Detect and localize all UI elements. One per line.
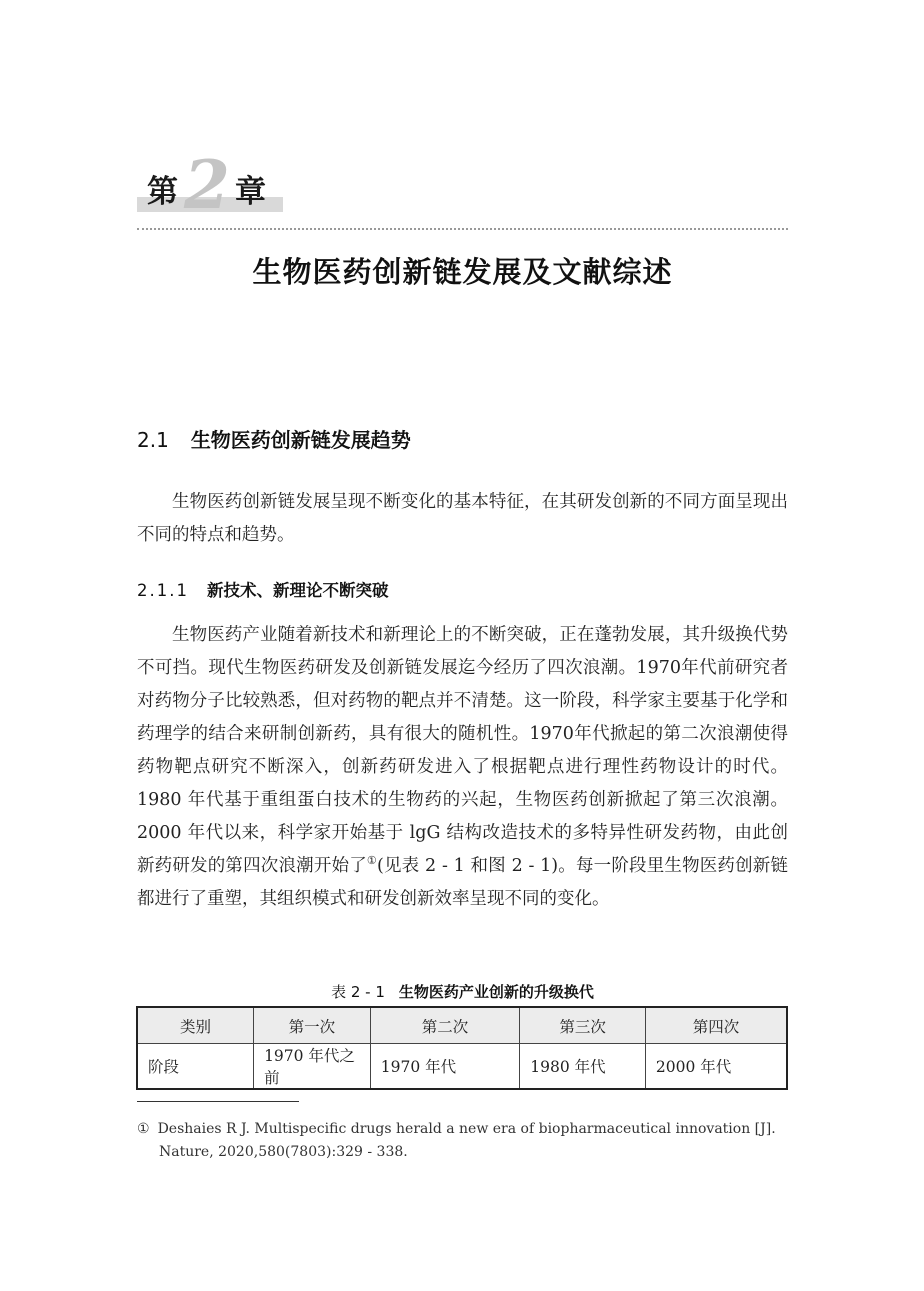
chapter-number: 2 — [184, 146, 230, 224]
table-header-cell: 第四次 — [645, 1007, 787, 1044]
section-intro-paragraph: 生物医药创新链发展呈现不断变化的基本特征，在其研发创新的不同方面呈现出不同的特点和趋势。 — [137, 492, 788, 545]
chapter-prefix: 第 — [147, 174, 178, 210]
footnote-divider — [137, 1101, 299, 1102]
innovation-table — [136, 1006, 788, 1090]
footnote-line-2: Nature, 2020,580(7803):329 - 338. — [159, 1144, 408, 1160]
footnote — [137, 1118, 788, 1164]
chapter-label — [137, 146, 287, 224]
table-caption-title: 生物医药产业创新的升级换代 — [398, 983, 594, 1001]
table-header-cell: 第三次 — [520, 1007, 646, 1044]
section-heading — [137, 424, 411, 453]
table-cell: 1970 年代 — [370, 1044, 520, 1090]
table-caption — [137, 981, 788, 1002]
table-header-cell: 第二次 — [370, 1007, 520, 1044]
section-number: 2.1 — [137, 428, 169, 452]
body-text-part-2: (见表 2 - 1 和图 2 - 1)。每一阶段里生物医药创新链都进行了重塑，其组织模式和研发创新效率呈现不同的变化。 — [137, 856, 788, 909]
table-cell: 1980 年代 — [520, 1044, 646, 1090]
footnote-mark: ① — [137, 1121, 150, 1137]
footnote-reference[interactable]: ① — [366, 854, 377, 867]
footnote-line-1 — [137, 1118, 788, 1141]
body-text-part-1: 生物医药产业随着新技术和新理论上的不断突破，正在蓬勃发展，其升级换代势不可挡。现代生物医药研发及创新链发展迄今经历了四次浪潮。1970年代前研究者对药物分子比较熟悉，但对药物的靶点并不清楚。这一阶段，科学家主要基于化学和药理学的结合来研制创新药，具有很大的随机性。1970年代掀起的第二次浪潮使得药物靶点研究不断深入，创新药研发进入了根据靶点进行理性药物设计的时代。1980 年代基于重组蛋白技术的生物药的兴起，生物医药创新掀起了第三次浪潮。2000 年代以来，科学家开始基于 lgG 结构改造技术的多特异性研发药物，由此创新药研发的第四次浪潮开始了 — [137, 625, 788, 876]
table-cell: 1970 年代之前 — [254, 1044, 371, 1090]
chapter-suffix: 章 — [235, 174, 266, 210]
body-paragraph — [137, 619, 788, 916]
table-header-cell: 第一次 — [254, 1007, 371, 1044]
table-cell: 2000 年代 — [645, 1044, 787, 1090]
chapter-divider — [137, 228, 788, 230]
table-header-row — [137, 1007, 787, 1044]
section-title: 生物医药创新链发展趋势 — [190, 428, 411, 452]
table-caption-number: 表 2 - 1 — [331, 983, 385, 1001]
table-header-cell: 类别 — [137, 1007, 254, 1044]
chapter-title: 生物医药创新链发展及文献综述 — [252, 255, 673, 289]
footnote-text-1: Deshaies R J. Multispecific drugs herald a new era of biopharmaceutical innovation [J]. — [157, 1121, 776, 1137]
subsection-heading — [137, 577, 388, 601]
subsection-title: 新技术、新理论不断突破 — [206, 581, 389, 600]
table-cell: 阶段 — [137, 1044, 254, 1090]
table-row — [137, 1044, 787, 1090]
subsection-number: 2.1.1 — [137, 581, 189, 600]
